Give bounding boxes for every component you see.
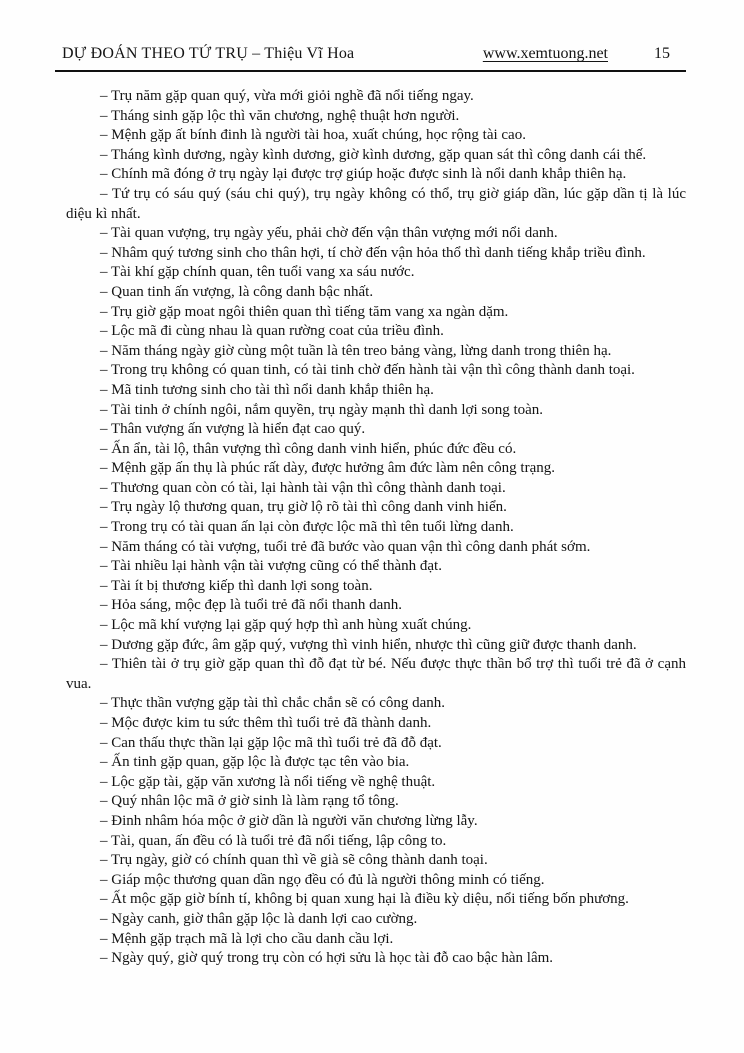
list-item: – Ngày quý, giờ quý trong trụ còn có hợi sửu là học tài đỗ cao bậc hàn lâm.: [100, 950, 554, 967]
list-item: – Tài ít bị thương kiếp thì danh lợi song toàn.: [100, 577, 373, 594]
list-item: – Đinh nhâm hóa mộc ở giờ dần là người văn chương lừng lẫy.: [100, 812, 478, 829]
list-item: – Trong trụ không có quan tinh, có tài tinh chờ đến hành tài vận thì công thành danh toại.: [100, 362, 635, 379]
page-header: [0, 0, 744, 70]
list-item: – Ngày canh, giờ thân gặp lộc là danh lợi cao cường.: [100, 910, 418, 927]
website-link[interactable]: www.xemtuong.net: [482, 45, 608, 62]
list-item: – Tài nhiều lại hành vận tài vượng cũng có thể thành đạt.: [100, 558, 442, 575]
list-item: – Lộc gặp tài, gặp văn xương là nổi tiếng về nghệ thuật.: [100, 773, 436, 790]
list-item: – Lộc mã khí vượng lại gặp quý hợp thì anh hùng xuất chúng.: [100, 617, 472, 634]
list-item: – Can thấu thực thần lại gặp lộc mã thì tuổi trẻ đã đỗ đạt.: [100, 734, 442, 751]
list-item: – Tài khí gặp chính quan, tên tuổi vang xa sáu nước.: [100, 264, 415, 281]
list-item: – Quan tinh ấn vượng, là công danh bậc nhất.: [100, 283, 374, 300]
list-item: – Tứ trụ có sáu quý (sáu chi quý), trụ ngày không có thổ, trụ giờ giáp dần, lúc gặp dần tị là lúc diệu kì nhất.: [66, 185, 686, 222]
list-item: – Lộc mã đi cùng nhau là quan rường coat của triều đình.: [100, 323, 444, 340]
list-item: – Năm tháng ngày giờ cùng một tuần là tên treo bảng vàng, lừng danh trong thiên hạ.: [100, 342, 612, 359]
list-item: – Tháng sinh gặp lộc thì văn chương, nghệ thuật hơn người.: [100, 107, 460, 124]
list-item: – Tháng kình dương, ngày kình dương, giờ kình dương, gặp quan sát thì công danh cái thế.: [100, 146, 647, 163]
list-item: – Thân vượng ấn vượng là hiển đạt cao quý.: [100, 421, 366, 438]
body-text: [66, 87, 686, 969]
list-item: – Giáp mộc thương quan dần ngọ đều có đủ là người thông minh có tiếng.: [100, 871, 545, 888]
list-item: – Trụ giờ gặp moat ngôi thiên quan thì tiếng tăm vang xa ngàn dặm.: [100, 303, 509, 320]
book-title: DỰ ĐOÁN THEO TỨ TRỤ – Thiệu Vĩ Hoa: [62, 45, 355, 62]
list-item: – Trụ năm gặp quan quý, vừa mới giỏi nghề đã nổi tiếng ngay.: [100, 88, 474, 104]
list-item: – Quý nhân lộc mã ở giờ sinh là làm rạng tổ tông.: [100, 793, 399, 810]
list-item: – Mã tinh tương sinh cho tài thì nổi danh khắp thiên hạ.: [100, 381, 434, 398]
list-item: – Ấn tinh gặp quan, gặp lộc là được tạc tên vào bia.: [100, 754, 410, 771]
list-item: – Chính mã đóng ở trụ ngày lại được trợ giúp hoặc được sinh là nổi danh khắp thiên hạ.: [100, 166, 627, 183]
list-item: – Trụ ngày, giờ có chính quan thì về già sẽ công thành danh toại.: [100, 852, 488, 869]
list-item: – Mộc được kim tu sức thêm thì tuổi trẻ đã thành danh.: [100, 715, 432, 731]
list-item: – Nhâm quý tương sinh cho thân hợi, tí chờ đến vận hỏa thổ thì danh tiếng khắp triều đình.: [100, 244, 646, 261]
list-item: – Thực thần vượng gặp tài thì chắc chắn sẽ có công danh.: [100, 695, 446, 712]
list-item: – Thương quan còn có tài, lại hành tài vận thì công thành danh toại.: [100, 479, 506, 496]
list-item: – Trong trụ có tài quan ấn lại còn được lộc mã thì tên tuổi lừng danh.: [100, 519, 514, 536]
list-item: – Hỏa sáng, mộc đẹp là tuổi trẻ đã nổi thanh danh.: [100, 597, 403, 614]
list-item: – Ấn ẩn, tài lộ, thân vượng thì công danh vinh hiển, phúc đức đều có.: [100, 440, 517, 457]
list-item: – Ất mộc gặp giờ bính tí, không bị quan xung hại là điều kỳ diệu, nổi tiếng bốn phương.: [100, 891, 629, 908]
list-item: – Tài, quan, ấn đều có là tuổi trẻ đã nổi tiếng, lập công to.: [100, 832, 447, 849]
list-item: – Dương gặp đức, âm gặp quý, vượng thì vinh hiển, nhược thì cũng giữ được thanh danh.: [100, 636, 637, 653]
page-number: 15: [654, 45, 670, 62]
list-item: – Trụ ngày lộ thương quan, trụ giờ lộ rõ tài thì công danh vinh hiển.: [100, 499, 507, 516]
list-item: – Mệnh gặp ất bính đinh là người tài hoa, xuất chúng, học rộng tài cao.: [100, 127, 526, 144]
header-divider: [55, 70, 686, 72]
list-item: – Tài tinh ở chính ngôi, nắm quyền, trụ ngày mạnh thì danh lợi song toàn.: [100, 401, 544, 418]
list-item: – Tài quan vượng, trụ ngày yếu, phải chờ đến vận thân vượng mới nổi danh.: [100, 225, 558, 242]
list-item: – Mệnh gặp ấn thụ là phúc rất dày, được hưởng âm đức làm nên công trạng.: [100, 460, 555, 477]
list-item: – Năm tháng có tài vượng, tuổi trẻ đã bước vào quan vận thì công danh phát sớm.: [100, 538, 591, 555]
list-item: – Thiên tài ở trụ giờ gặp quan thì đỗ đạt từ bé. Nếu được thực thần bổ trợ thì tuổi trẻ đã ở cạnh vua.: [66, 656, 686, 692]
list-item: – Mệnh gặp trạch mã là lợi cho cầu danh cầu lợi.: [100, 930, 394, 947]
